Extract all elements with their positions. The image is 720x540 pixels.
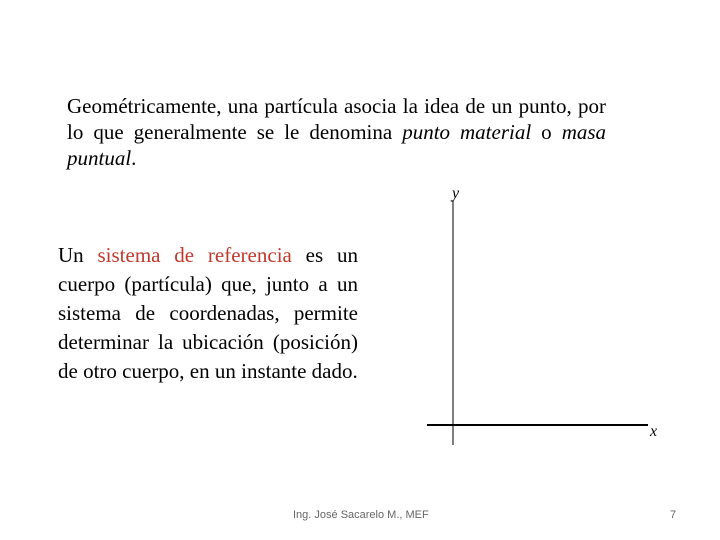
definition-term: sistema de referencia <box>97 243 292 267</box>
footer-author: Ing. José Sacarelo M., MEF <box>293 509 429 521</box>
definition-text-1: Un <box>58 243 98 267</box>
y-axis-label: y <box>452 185 460 202</box>
x-axis-label: x <box>650 423 658 440</box>
intro-text-2: o <box>531 120 562 144</box>
definition-text-2: es un cuerpo (partícula) que, junto a un sistema de coordenadas, permite determinar la ubicación (posición) de otro cuerpo, en un instante dado. <box>58 243 358 383</box>
intro-term-masa-puntual: masa puntual <box>67 120 607 170</box>
intro-text-1: Geométricamente, una partícula asocia la idea de un punto, por lo que generalmente se le denomina <box>67 94 606 144</box>
intro-term-punto-material: punto material <box>402 120 532 144</box>
intro-text-3: . <box>131 146 137 170</box>
page-number: 7 <box>670 509 677 521</box>
